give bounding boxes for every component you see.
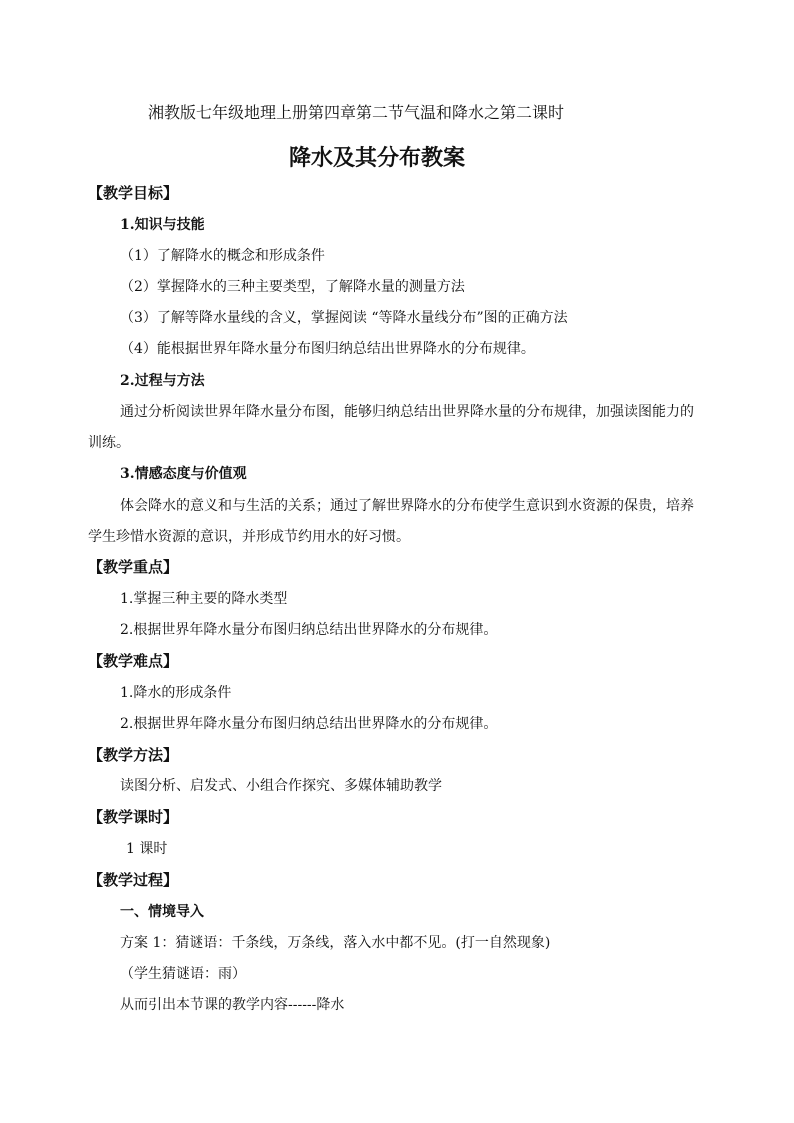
subheading-attitude: 3.情感态度与价值观 [120, 466, 247, 482]
section-heading-difficulties: 【教学难点】 [88, 652, 179, 670]
list-item: 1.降水的形成条件 [120, 685, 232, 701]
paragraph-line: 方案 1：猜谜语：千条线，万条线，落入水中都不见。(打一自然现象) [120, 935, 551, 951]
paragraph-line: 学生珍惜水资源的意识，并形成节约用水的好习惯。 [88, 529, 410, 545]
document-title: 降水及其分布教案 [289, 145, 466, 171]
paragraph-line: （学生猜谜语：雨） [120, 966, 246, 982]
list-item: （2）掌握降水的三种主要类型，了解降水量的测量方法 [120, 279, 465, 295]
section-heading-process: 【教学过程】 [88, 871, 179, 889]
paragraph-line: 1 课时 [126, 841, 168, 857]
document-subtitle: 湘教版七年级地理上册第四章第二节气温和降水之第二课时 [148, 103, 565, 122]
list-item: （3）了解等降水量线的含义，掌握阅读 “等降水量线分布”图的正确方法 [120, 310, 568, 326]
section-heading-hours: 【教学课时】 [88, 808, 179, 826]
paragraph-line: 通过分析阅读世界年降水量分布图，能够归纳总结出世界降水量的分布规律，加强读图能力的 [120, 404, 694, 420]
section-heading-objectives: 【教学目标】 [88, 184, 179, 202]
paragraph-line: 从而引出本节课的教学内容------降水 [120, 997, 345, 1013]
section-heading-key-points: 【教学重点】 [88, 558, 179, 576]
list-item: 2.根据世界年降水量分布图归纳总结出世界降水的分布规律。 [120, 716, 498, 732]
section-heading-methods: 【教学方法】 [88, 746, 179, 764]
list-item: 2.根据世界年降水量分布图归纳总结出世界降水的分布规律。 [120, 622, 498, 638]
subheading-process: 2.过程与方法 [120, 373, 205, 389]
paragraph-line: 训练。 [88, 435, 130, 451]
paragraph-line: 读图分析、启发式、小组合作探究、多媒体辅助教学 [120, 778, 442, 794]
list-item: （4）能根据世界年降水量分布图归纳总结出世界降水的分布规律。 [120, 341, 535, 357]
list-item: 1.掌握三种主要的降水类型 [120, 591, 288, 607]
subheading-step1: 一、情境导入 [120, 904, 204, 920]
paragraph-line: 体会降水的意义和与生活的关系；通过了解世界降水的分布使学生意识到水资源的保贵，培养 [120, 498, 694, 514]
list-item: （1）了解降水的概念和形成条件 [120, 248, 325, 264]
subheading-knowledge: 1.知识与技能 [120, 217, 205, 233]
